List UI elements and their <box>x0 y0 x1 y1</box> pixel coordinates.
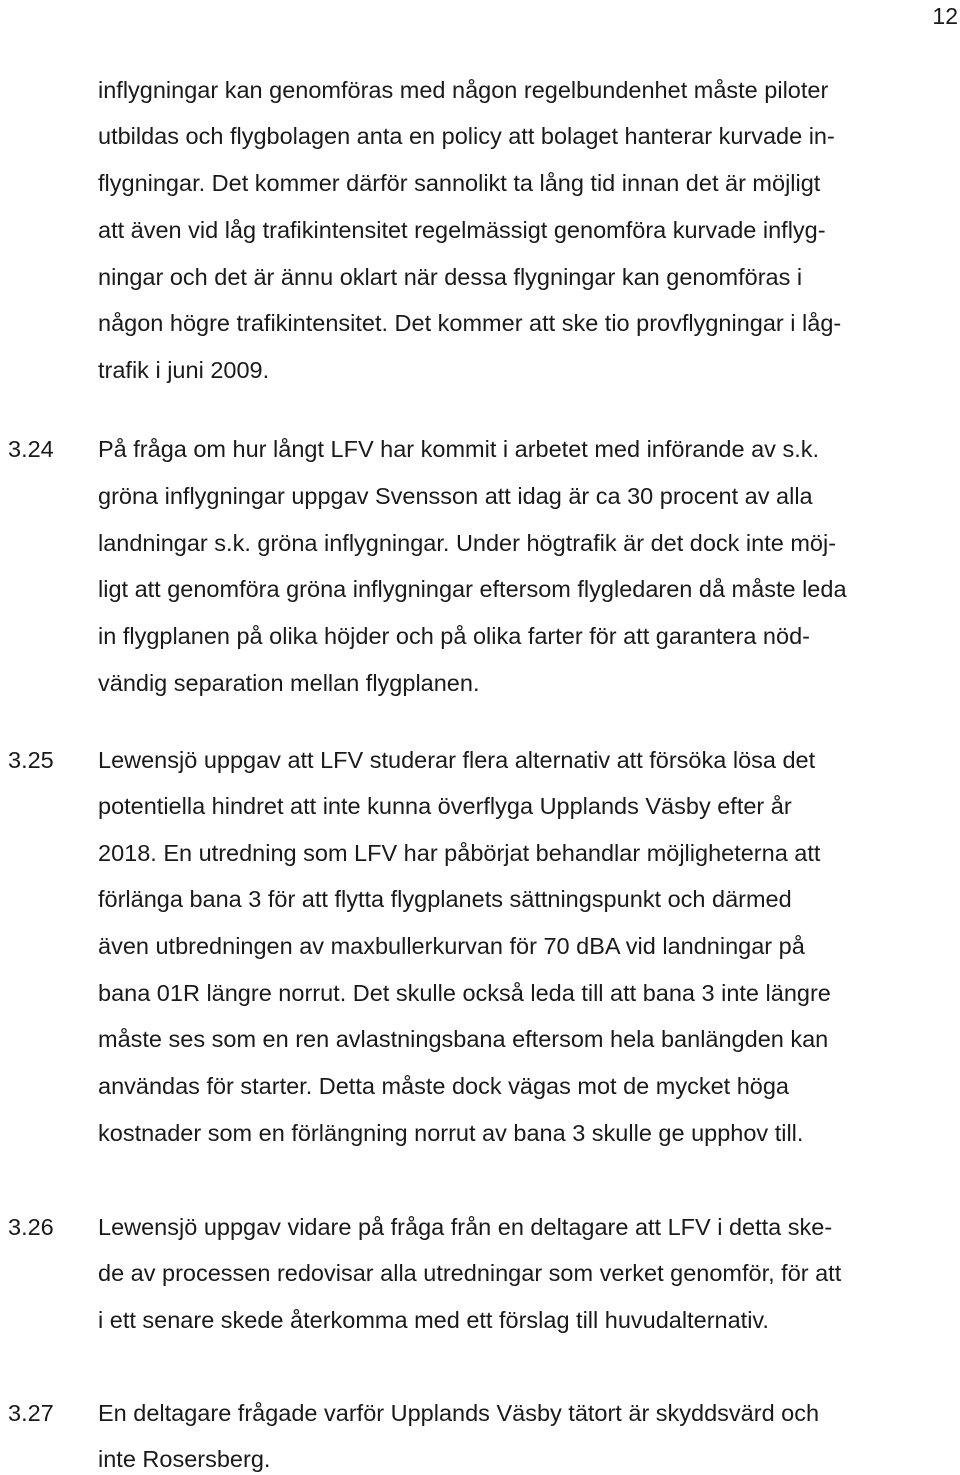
text-line: vändig separation mellan flygplanen. <box>98 670 480 696</box>
text-line: in flygplanen på olika höjder och på olika farter för att garantera nöd- <box>98 623 810 649</box>
text-line: utbildas och flygbolagen anta en policy att bolaget hanterar kurvade in- <box>98 123 835 149</box>
text-line: gröna inflygningar uppgav Svensson att idag är ca 30 procent av alla <box>98 483 813 509</box>
text-line: i ett senare skede återkomma med ett förslag till huvudalternativ. <box>98 1307 769 1333</box>
text-line: inflygningar kan genomföras med någon regelbundenhet måste piloter <box>98 77 829 103</box>
text-line: flygningar. Det kommer därför sannolikt ta lång tid innan det är möjligt <box>98 170 821 196</box>
text-line: kostnader som en förlängning norrut av bana 3 skulle ge upphov till. <box>98 1120 804 1146</box>
text-line: ningar och det är ännu oklart när dessa flygningar kan genomföras i <box>98 264 803 290</box>
section-number: 3.25 <box>8 747 54 773</box>
text-line: Lewensjö uppgav att LFV studerar flera alternativ att försöka lösa det <box>98 747 816 773</box>
text-line: även utbredningen av maxbullerkurvan för 70 dBA vid landningar på <box>98 933 805 959</box>
text-line: någon högre trafikintensitet. Det kommer att ske tio provflygningar i låg- <box>98 310 842 336</box>
text-line: trafik i juni 2009. <box>98 357 270 383</box>
text-line: landningar s.k. gröna inflygningar. Under högtrafik är det dock inte möj- <box>98 530 837 556</box>
text-line: inte Rosersberg. <box>98 1446 271 1472</box>
text-line: bana 01R längre norrut. Det skulle också leda till att bana 3 inte längre <box>98 980 831 1006</box>
text-line: 2018. En utredning som LFV har påbörjat behandlar möjligheterna att <box>98 840 821 866</box>
page-number: 12 <box>932 3 958 29</box>
text-line: måste ses som en ren avlastningsbana eftersom hela banlängden kan <box>98 1026 829 1052</box>
section-number: 3.24 <box>8 436 54 462</box>
text-line: En deltagare frågade varför Upplands Väsby tätort är skyddsvärd och <box>98 1400 820 1426</box>
section-number: 3.26 <box>8 1214 54 1240</box>
text-line: potentiella hindret att inte kunna överflyga Upplands Väsby efter år <box>98 793 792 819</box>
text-line: ligt att genomföra gröna inflygningar eftersom flygledaren då måste leda <box>98 576 847 602</box>
text-line: Lewensjö uppgav vidare på fråga från en deltagare att LFV i detta ske- <box>98 1214 833 1240</box>
text-line: de av processen redovisar alla utredningar som verket genomför, för att <box>98 1260 842 1286</box>
text-line: att även vid låg trafikintensitet regelmässigt genomföra kurvade inflyg- <box>98 217 826 243</box>
text-line: förlänga bana 3 för att flytta flygplanets sättningspunkt och därmed <box>98 886 792 912</box>
section-number: 3.27 <box>8 1400 54 1426</box>
text-line: användas för starter. Detta måste dock vägas mot de mycket höga <box>98 1073 789 1099</box>
text-line: På fråga om hur långt LFV har kommit i arbetet med införande av s.k. <box>98 436 820 462</box>
